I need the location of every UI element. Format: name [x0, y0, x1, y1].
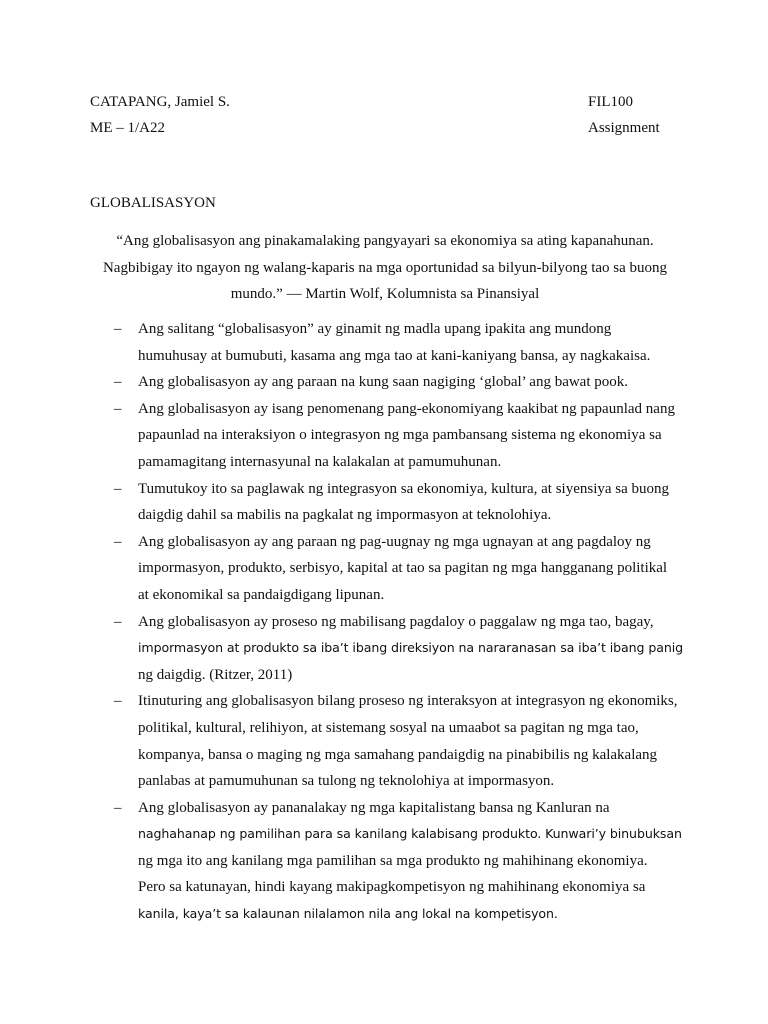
student-name: CATAPANG, Jamiel S.	[90, 94, 230, 110]
list-item-line: pamamagitang internasyunal na kalakalan at pamumuhunan.	[138, 453, 502, 470]
list-item	[90, 690, 680, 796]
list-item-line: naghahanap ng pamilihan para sa kanilang kalabisang produkto. Kunwari’y binubuksan	[138, 826, 682, 842]
list-item	[90, 371, 680, 398]
list-item-line: ng daigdig. (Ritzer, 2011)	[138, 666, 293, 683]
list-item	[90, 398, 680, 478]
list-item-line: impormasyon at produkto sa iba’t ibang direksiyon na nararanasan sa iba’t ibang panig	[138, 640, 684, 656]
list-item-line: Ang globalisasyon ay ang paraan ng pag-uugnay ng mga ugnayan at ang pagdaloy ng	[138, 533, 651, 550]
header-row-2	[90, 118, 680, 138]
list-item-line: politikal, kultural, relihiyon, at sistemang sosyal na umaabot sa pagitan ng mga tao,	[138, 719, 639, 736]
dash-marker: –	[114, 799, 122, 816]
list-item-line: at ekonomikal sa pandaigdigang lipunan.	[138, 586, 385, 603]
list-item	[90, 318, 680, 371]
course-code: FIL100	[588, 94, 633, 110]
definition-list	[90, 318, 684, 930]
dash-marker: –	[114, 400, 122, 417]
dash-marker: –	[114, 321, 122, 337]
list-item	[90, 531, 680, 611]
list-item-line: Ang globalisasyon ay isang penomenang pang-ekonomiyang kaakibat ng papaunlad nang	[138, 400, 675, 417]
list-item	[90, 611, 684, 691]
list-item-line: impormasyon, produkto, serbisyo, kapital at tao sa pagitan ng mga hangganang politikal	[138, 560, 668, 577]
list-item-line: papaunlad na interaksiyon o integrasyon ng mga pambansang sistema ng ekonomiya sa	[138, 427, 662, 444]
dash-marker: –	[114, 613, 122, 630]
document-type: Assignment	[588, 120, 660, 136]
dash-marker: –	[114, 693, 122, 710]
list-item-line: Pero sa katunayan, hindi kayang makipagkompetisyon ng mahihinang ekonomiya sa	[138, 879, 646, 896]
header-row-1	[90, 92, 680, 112]
dash-marker: –	[114, 480, 122, 497]
list-item-line: daigdig dahil sa mabilis na pagkalat ng impormasyon at teknolohiya.	[138, 507, 552, 524]
quote-line: “Ang globalisasyon ang pinakamalaking pangyayari sa ekonomiya sa ating kapanahunan.	[116, 233, 654, 249]
dash-marker: –	[114, 374, 122, 391]
list-item-line: kompanya, bansa o maging ng mga samahang pandaigdig na pinabibilis ng kalakalang	[138, 746, 658, 763]
quote-line: mundo.” — Martin Wolf, Kolumnista sa Pinansiyal	[230, 286, 540, 302]
list-item-line: kanila, kaya’t sa kalaunan nilalamon nila ang lokal na kompetisyon.	[138, 906, 558, 922]
list-item-line: Ang globalisasyon ay ang paraan na kung saan nagiging ‘global’ ang bawat pook.	[138, 374, 629, 391]
list-item-line: panlabas at pamumuhunan sa tulong ng teknolohiya at impormasyon.	[138, 773, 555, 790]
quote-line: Nagbibigay ito ngayon ng walang-kaparis na mga oportunidad sa bilyun-bilyong tao sa buong	[102, 259, 668, 276]
list-item-line: Ang globalisasyon ay pananalakay ng mga kapitalistang bansa ng Kanluran na	[138, 799, 610, 816]
dash-marker: –	[114, 533, 122, 550]
section-code: ME – 1/A22	[90, 120, 165, 136]
document-title: GLOBALISASYON	[90, 195, 216, 211]
list-item	[90, 478, 680, 531]
list-item-line: Tumutukoy ito sa paglawak ng integrasyon sa ekonomiya, kultura, at siyensiya sa buong	[138, 480, 670, 497]
list-item-line: humuhusay at bumubuti, kasama ang mga tao at kani-kaniyang bansa, ay nagkakaisa.	[138, 347, 651, 364]
list-item	[90, 797, 680, 930]
list-item-line: ng mga ito ang kanilang mga pamilihan sa mga produkto ng mahihinang ekonomiya.	[138, 852, 648, 869]
opening-quote	[90, 230, 680, 310]
list-item-line: Ang globalisasyon ay proseso ng mabilisang pagdaloy o paggalaw ng mga tao, bagay,	[138, 613, 654, 630]
list-item-line: Itinuturing ang globalisasyon bilang proseso ng interaksyon at integrasyon ng ekonomiks,	[138, 693, 678, 710]
list-item-line: Ang salitang “globalisasyon” ay ginamit ng madla upang ipakita ang mundong	[138, 321, 612, 337]
